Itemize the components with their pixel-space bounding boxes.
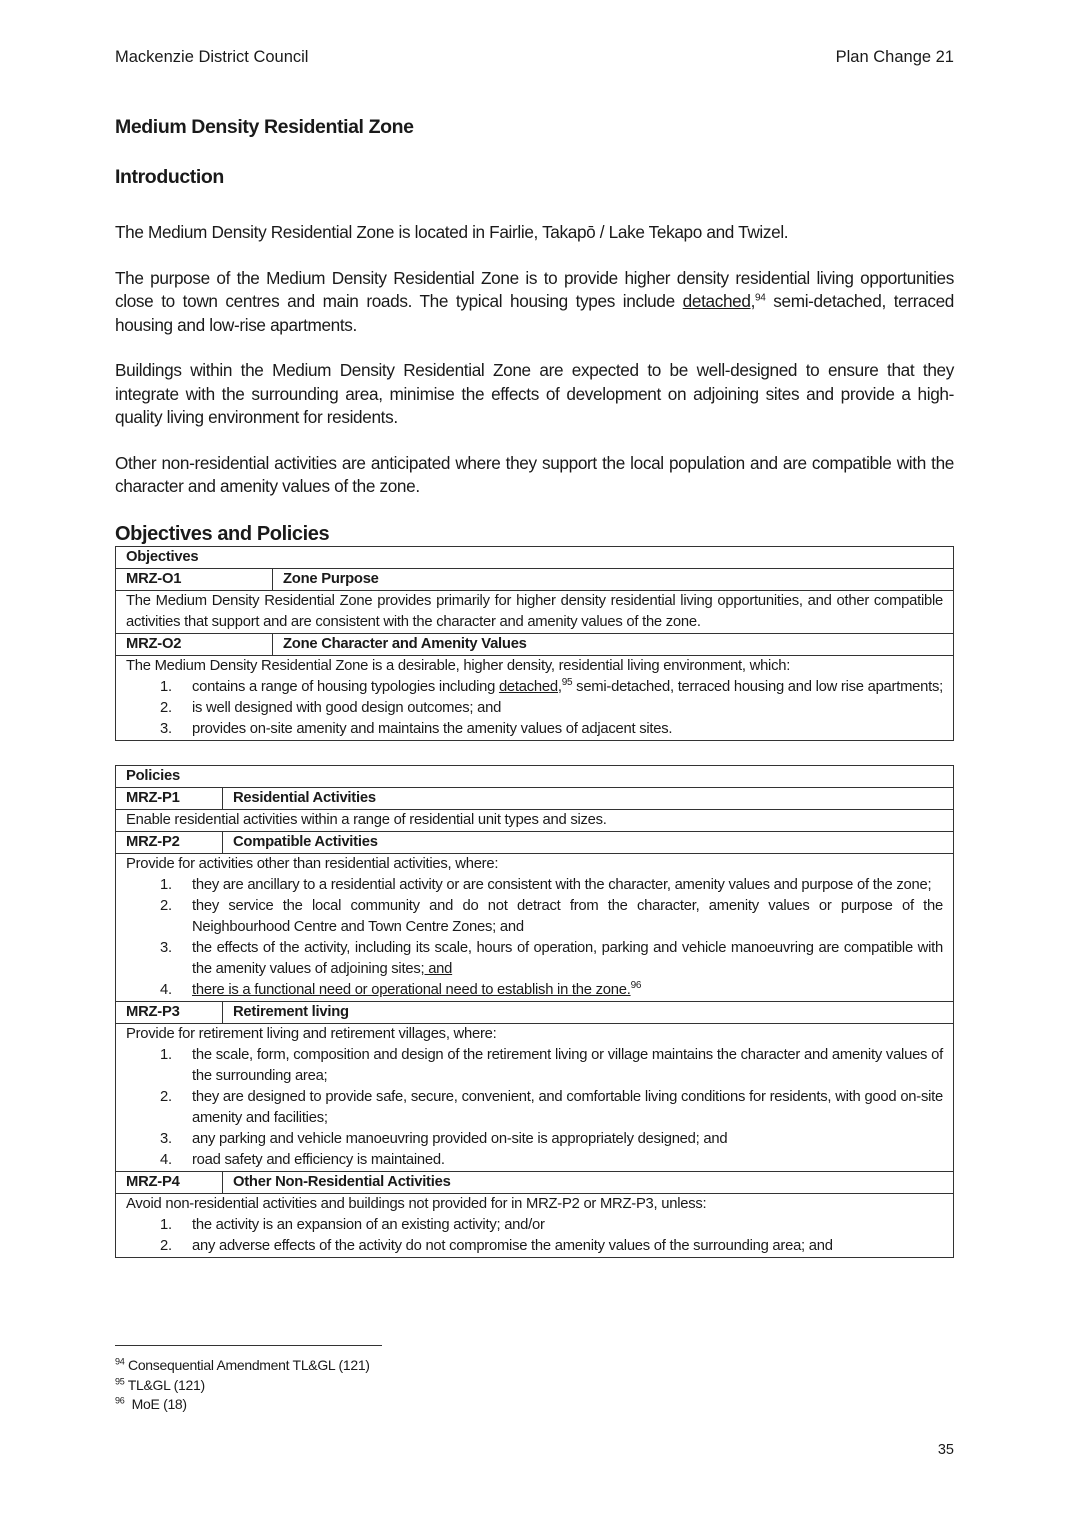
inserted-text-functional-need: there is a functional need or operational need to establish in the zone.	[192, 981, 631, 998]
table-row	[116, 590, 954, 633]
policy-code: MRZ-P4	[116, 1171, 223, 1193]
table-row	[116, 655, 954, 740]
footnote-ref-96[interactable]: 96	[630, 979, 642, 991]
policies-table	[115, 765, 954, 1258]
list-item	[126, 1150, 943, 1171]
page-number: 35	[937, 1442, 954, 1458]
zone-heading: Medium Density Residential Zone	[115, 116, 414, 138]
intro-paragraph-2	[115, 267, 954, 338]
list-number: 2.	[160, 1088, 172, 1105]
introduction-heading: Introduction	[115, 166, 224, 188]
policy-list	[126, 1045, 943, 1171]
table-row	[116, 633, 954, 655]
table-row	[116, 546, 954, 568]
list-number: 3.	[160, 720, 172, 737]
list-number: 1.	[160, 678, 172, 695]
objectives-table	[115, 546, 954, 741]
policy-lead: Provide for activities other than residential activities, where:	[126, 855, 499, 872]
intro-p2-text-after: semi-detached, terraced housing and low-rise apartments.	[115, 291, 954, 335]
objective-title: Zone Purpose	[273, 568, 954, 590]
list-number: 2.	[160, 1237, 172, 1254]
list-number: 1.	[160, 1046, 172, 1063]
list-text: provides on-site amenity and maintains the amenity values of adjacent sites.	[192, 720, 673, 737]
list-number: 4.	[160, 981, 172, 998]
list-number: 2.	[160, 699, 172, 716]
header-organisation: Mackenzie District Council	[115, 48, 309, 66]
list-number: 3.	[160, 939, 172, 956]
footnotes	[115, 1356, 370, 1415]
page-content	[115, 116, 954, 1258]
policy-body	[116, 1193, 954, 1257]
policy-text: Enable residential activities within a range of residential unit types and sizes.	[116, 809, 954, 831]
list-text: semi-detached, terraced housing and low rise apartments;	[572, 678, 943, 695]
list-item	[126, 1045, 943, 1087]
policy-title: Retirement living	[223, 1001, 954, 1023]
policy-body	[116, 1023, 954, 1171]
objective-lead: The Medium Density Residential Zone is a desirable, higher density, residential living environment, which:	[126, 657, 791, 674]
footnote-number: 94	[115, 1356, 125, 1367]
list-item	[126, 677, 943, 698]
table-row	[116, 765, 954, 787]
objective-title: Zone Character and Amenity Values	[273, 633, 954, 655]
list-text: they service the local community and do not detract from the character, amenity values or purpose of the Neighbourhood Centre and Town Centre Zones; and	[192, 897, 943, 935]
objective-text: The Medium Density Residential Zone provides primarily for higher density residential living opportunities, and other compatible activities that support and are consistent with the character and amenity values of the zone.	[116, 590, 954, 633]
list-text: road safety and efficiency is maintained.	[192, 1151, 445, 1168]
intro-paragraph-1: The Medium Density Residential Zone is located in Fairlie, Takapō / Lake Tekapo and Twizel.	[115, 222, 789, 242]
header-plan-change: Plan Change 21	[835, 48, 954, 66]
table-row	[116, 568, 954, 590]
footnote-94	[115, 1356, 370, 1376]
list-item	[126, 896, 943, 938]
objective-body	[116, 655, 954, 740]
list-item	[126, 980, 943, 1001]
objective-code: MRZ-O2	[116, 633, 273, 655]
list-item	[126, 1215, 943, 1236]
table-row	[116, 1023, 954, 1171]
list-number: 2.	[160, 897, 172, 914]
table-row	[116, 1193, 954, 1257]
policy-list	[126, 1215, 943, 1257]
list-item	[126, 698, 943, 719]
list-item	[126, 1129, 943, 1150]
policy-title: Residential Activities	[223, 787, 954, 809]
objectives-policies-heading: Objectives and Policies	[115, 522, 330, 545]
objective-list	[126, 677, 943, 740]
intro-p2-text-before: The purpose of the Medium Density Residential Zone is to provide higher density residential living opportunities close to town centres and main roads. The typical housing types include	[115, 267, 954, 311]
inserted-text-detached: detached,	[682, 291, 756, 311]
list-text: the activity is an expansion of an existing activity; and/or	[192, 1216, 545, 1233]
policy-lead: Provide for retirement living and retirement villages, where:	[126, 1025, 497, 1042]
policy-title: Compatible Activities	[223, 831, 954, 853]
list-text: they are ancillary to a residential activity or are consistent with the character, amenity values and purpose of the zone;	[192, 876, 932, 893]
policy-lead: Avoid non-residential activities and buildings not provided for in MRZ-P2 or MRZ-P3, unless:	[126, 1195, 707, 1212]
footnote-text: MoE (18)	[131, 1396, 187, 1412]
list-text: they are designed to provide safe, secure, convenient, and comfortable living conditions for residents, with good on-site amenity and facilities;	[192, 1088, 943, 1126]
list-item	[126, 1236, 943, 1257]
footnote-95	[115, 1376, 370, 1396]
table-row	[116, 1001, 954, 1023]
policy-list	[126, 875, 943, 1001]
intro-paragraph-3: Buildings within the Medium Density Residential Zone are expected to be well-designed to ensure that they integrate with the surrounding area, minimise the effects of development on adjoining sites and provide a high-quality living environment for residents.	[115, 360, 954, 427]
list-text: the effects of the activity, including its scale, hours of operation, parking and vehicle manoeuvring are compatible with the amenity values of adjoining sites	[192, 939, 943, 977]
table-row	[116, 809, 954, 831]
table-row	[116, 831, 954, 853]
list-text: any adverse effects of the activity do not compromise the amenity values of the surrounding area; and	[192, 1237, 833, 1254]
table-row	[116, 787, 954, 809]
list-text: is well designed with good design outcomes; and	[192, 699, 502, 716]
list-item	[126, 875, 943, 896]
footnote-number: 95	[115, 1375, 125, 1386]
inserted-text-detached: detached,	[498, 678, 562, 695]
policy-body	[116, 853, 954, 1001]
footnote-text: TL&GL (121)	[127, 1376, 205, 1393]
list-item	[126, 719, 943, 740]
table-row	[116, 853, 954, 1001]
footnote-number: 96	[115, 1395, 125, 1406]
footnote-ref-94[interactable]: 94	[755, 292, 766, 304]
list-text: any parking and vehicle manoeuvring provided on-site is appropriately designed; and	[192, 1130, 728, 1147]
list-item	[126, 1087, 943, 1129]
list-item	[126, 938, 943, 980]
footnote-ref-95[interactable]: 95	[561, 676, 573, 688]
list-text: the scale, form, composition and design of the retirement living or village maintains the character and amenity values of the surrounding area;	[192, 1046, 943, 1084]
policies-table-heading: Policies	[116, 765, 954, 787]
inserted-text-and: ; and	[420, 960, 453, 977]
policy-code: MRZ-P2	[116, 831, 223, 853]
footnote-separator	[115, 1345, 382, 1346]
list-number: 3.	[160, 1130, 172, 1147]
objectives-table-heading: Objectives	[116, 546, 954, 568]
intro-paragraph-4: Other non-residential activities are anticipated where they support the local population and are compatible with the character and amenity values of the zone.	[115, 452, 954, 496]
table-row	[116, 1171, 954, 1193]
list-number: 1.	[160, 876, 172, 893]
footnote-text: Consequential Amendment TL&GL (121)	[128, 1357, 370, 1373]
policy-code: MRZ-P3	[116, 1001, 223, 1023]
objective-code: MRZ-O1	[116, 568, 273, 590]
list-number: 1.	[160, 1216, 172, 1233]
policy-title: Other Non-Residential Activities	[223, 1171, 954, 1193]
policy-code: MRZ-P1	[116, 787, 223, 809]
list-number: 4.	[160, 1151, 172, 1168]
list-text: contains a range of housing typologies including	[192, 678, 499, 695]
footnote-96	[115, 1395, 370, 1415]
